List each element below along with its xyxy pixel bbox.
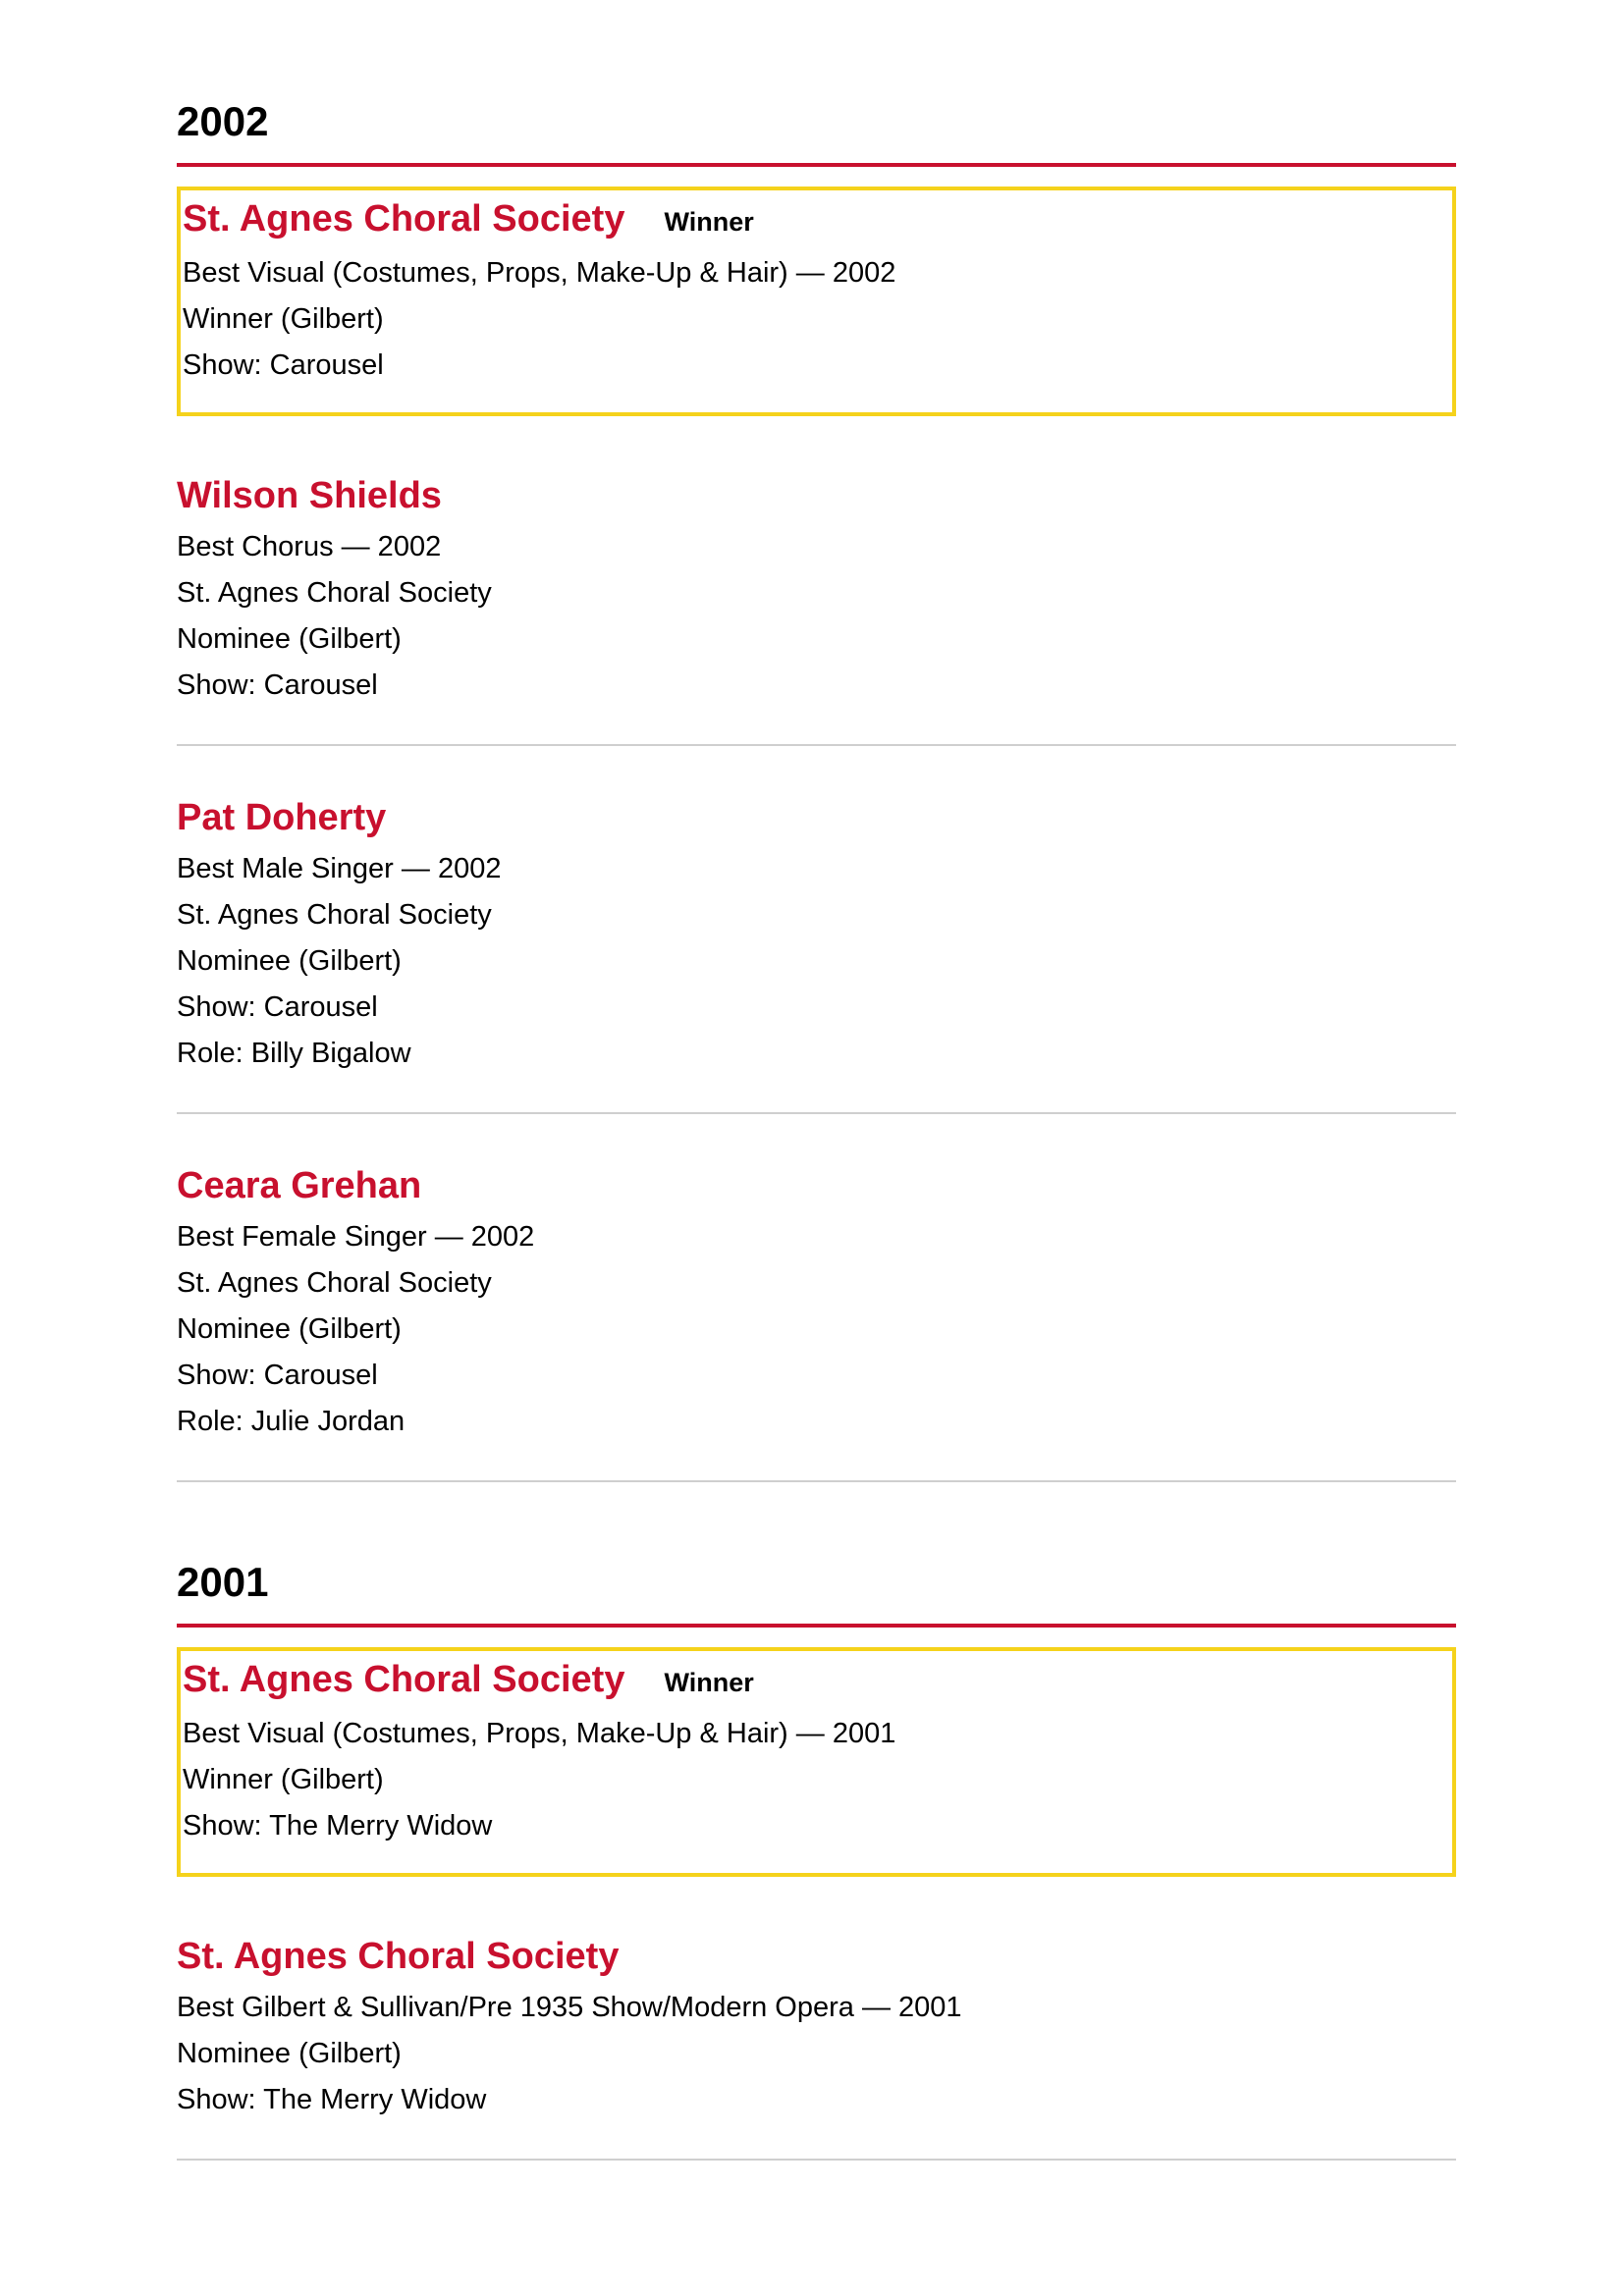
entry-name[interactable]: Ceara Grehan — [177, 1165, 422, 1206]
entry-name[interactable]: St. Agnes Choral Society — [177, 1936, 620, 1977]
award-category: Best Visual (Costumes, Props, Make-Up & Hair) — 2001 — [183, 1718, 896, 1749]
year-section-2002 — [177, 98, 1456, 1482]
year-heading: 2001 — [177, 1559, 1456, 1628]
award-society: St. Agnes Choral Society — [177, 1267, 492, 1299]
awards-page — [177, 98, 1456, 2208]
award-role: Role: Julie Jordan — [177, 1406, 406, 1437]
award-entry — [177, 471, 1456, 746]
award-entry — [177, 1161, 1456, 1482]
award-society: St. Agnes Choral Society — [177, 899, 492, 931]
entry-list — [177, 187, 1456, 1482]
winner-badge: Winner — [664, 207, 754, 237]
entry-header — [177, 1932, 1456, 1981]
year-heading: 2002 — [177, 98, 1456, 167]
award-role: Role: Billy Bigalow — [177, 1038, 411, 1069]
entry-header — [183, 194, 1452, 246]
entry-header — [177, 793, 1456, 842]
award-category: Best Chorus — 2002 — [177, 531, 442, 562]
winner-badge: Winner — [664, 1668, 754, 1697]
award-category: Best Female Singer — 2002 — [177, 1221, 535, 1253]
award-show: Show: The Merry Widow — [183, 1810, 493, 1842]
entry-header — [177, 1161, 1456, 1210]
award-entry-winner — [177, 187, 1456, 416]
award-result: Nominee (Gilbert) — [177, 2038, 402, 2069]
year-section-2001 — [177, 1559, 1456, 2161]
entry-name[interactable]: St. Agnes Choral Society — [183, 198, 625, 240]
award-show: Show: Carousel — [177, 1360, 378, 1391]
award-show: Show: Carousel — [177, 991, 378, 1023]
award-result: Winner (Gilbert) — [183, 303, 384, 335]
award-entry-winner — [177, 1647, 1456, 1877]
award-category: Best Visual (Costumes, Props, Make-Up & Hair) — 2002 — [183, 257, 896, 289]
award-show: Show: The Merry Widow — [177, 2084, 487, 2115]
award-result: Nominee (Gilbert) — [177, 945, 402, 977]
entry-header — [183, 1655, 1452, 1707]
award-category: Best Male Singer — 2002 — [177, 853, 502, 884]
entry-header — [177, 471, 1456, 520]
award-entry — [177, 793, 1456, 1114]
award-result: Nominee (Gilbert) — [177, 623, 402, 655]
award-show: Show: Carousel — [177, 669, 378, 701]
award-result: Winner (Gilbert) — [183, 1764, 384, 1795]
award-show: Show: Carousel — [183, 349, 384, 381]
award-society: St. Agnes Choral Society — [177, 577, 492, 609]
award-result: Nominee (Gilbert) — [177, 1313, 402, 1345]
entry-name[interactable]: St. Agnes Choral Society — [183, 1659, 625, 1700]
entry-name[interactable]: Wilson Shields — [177, 475, 442, 516]
award-category: Best Gilbert & Sullivan/Pre 1935 Show/Modern Opera — 2001 — [177, 1992, 962, 2023]
award-entry — [177, 1932, 1456, 2161]
entry-name[interactable]: Pat Doherty — [177, 797, 387, 838]
entry-list — [177, 1647, 1456, 2161]
